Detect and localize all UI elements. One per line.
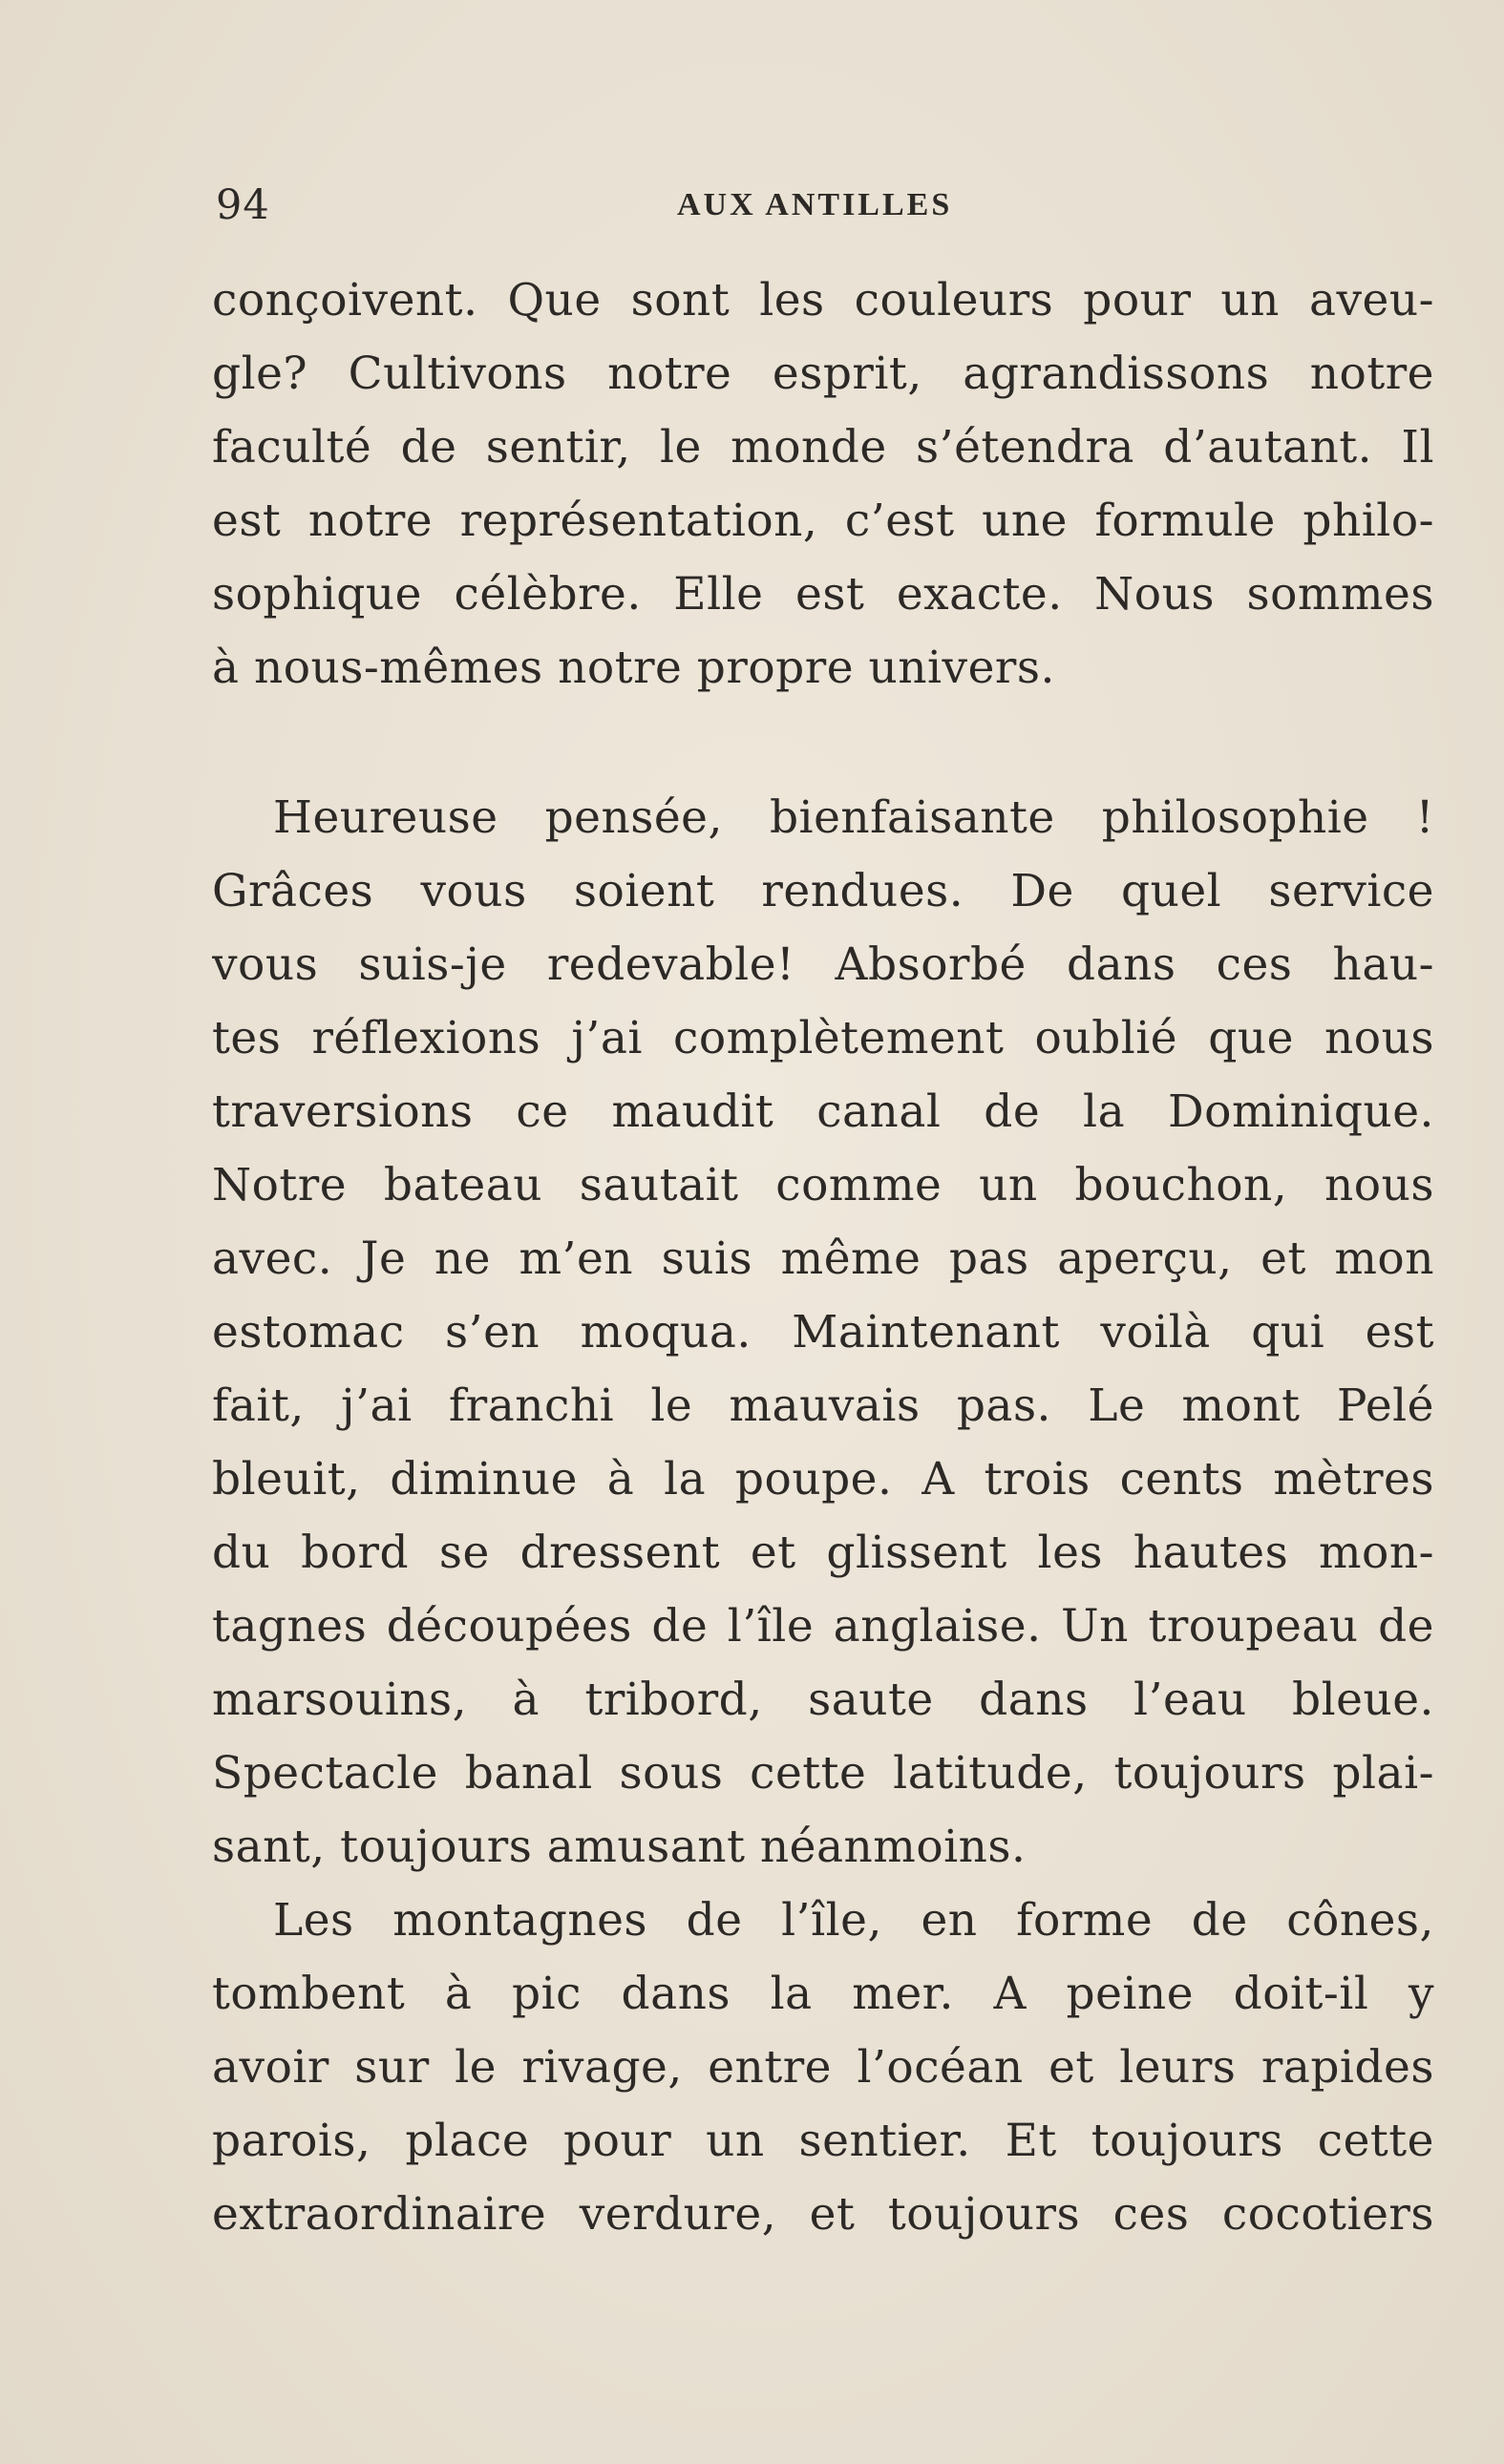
text-line: fait, j’ai franchi le mauvais pas. Le mont Pelé [212,1379,1434,1432]
text-line: Heureuse pensée, bienfaisante philosophie ! [273,791,1434,844]
paragraph-spacer [212,705,1434,781]
text-line: Grâces vous soient rendues. De quel service [212,865,1434,917]
text-line: est notre représentation, c’est une formule philo- [212,495,1434,547]
text-line: sant, toujours amusant néanmoins. [212,1821,1027,1873]
text-line: parois, place pour un sentier. Et toujours cette [212,2115,1434,2167]
text-line: faculté de sentir, le monde s’étendra d’autant. Il [212,421,1434,474]
text-line: sophique célèbre. Elle est exacte. Nous sommes [212,568,1434,621]
text-line: marsouins, à tribord, saute dans l’eau bleue. [212,1674,1434,1726]
text-line: avec. Je ne m’en suis même pas aperçu, et mon [212,1232,1434,1285]
page-header [216,181,1433,239]
text-line: Les montagnes de l’île, en forme de cônes, [273,1894,1434,1947]
text-line: conçoivent. Que sont les couleurs pour un aveu- [212,274,1434,326]
text-line: du bord se dressent et glissent les hautes mon- [212,1527,1434,1579]
running-head: AUX ANTILLES [677,187,953,222]
paragraph-2 [212,781,1434,1884]
paragraph-3 [212,1884,1434,2251]
text-line: à nous-mêmes notre propre univers. [212,642,1055,694]
text-line: vous suis-je redevable! Absorbé dans ces hau- [212,938,1434,991]
text-line: traversions ce maudit canal de la Dominique. [212,1085,1434,1138]
text-line: Spectacle banal sous cette latitude, toujours plai- [212,1747,1434,1800]
text-line: tombent à pic dans la mer. A peine doit-il y [212,1968,1434,2020]
text-line: gle? Cultivons notre esprit, agrandissons notre [212,347,1434,400]
paragraph-1 [212,263,1434,705]
text-line: avoir sur le rivage, entre l’océan et leurs rapides [212,2041,1434,2094]
text-line: extraordinaire verdure, et toujours ces cocotiers [212,2188,1434,2241]
body-text [212,263,1434,2251]
text-line: Notre bateau sautait comme un bouchon, nous [212,1159,1434,1211]
page-number: 94 [216,181,270,229]
text-line: tes réflexions j’ai complètement oublié que nous [212,1012,1434,1064]
text-line: tagnes découpées de l’île anglaise. Un troupeau de [212,1600,1434,1653]
text-line: bleuit, diminue à la poupe. A trois cents mètres [212,1453,1434,1506]
text-line: estomac s’en moqua. Maintenant voilà qui est [212,1306,1434,1358]
